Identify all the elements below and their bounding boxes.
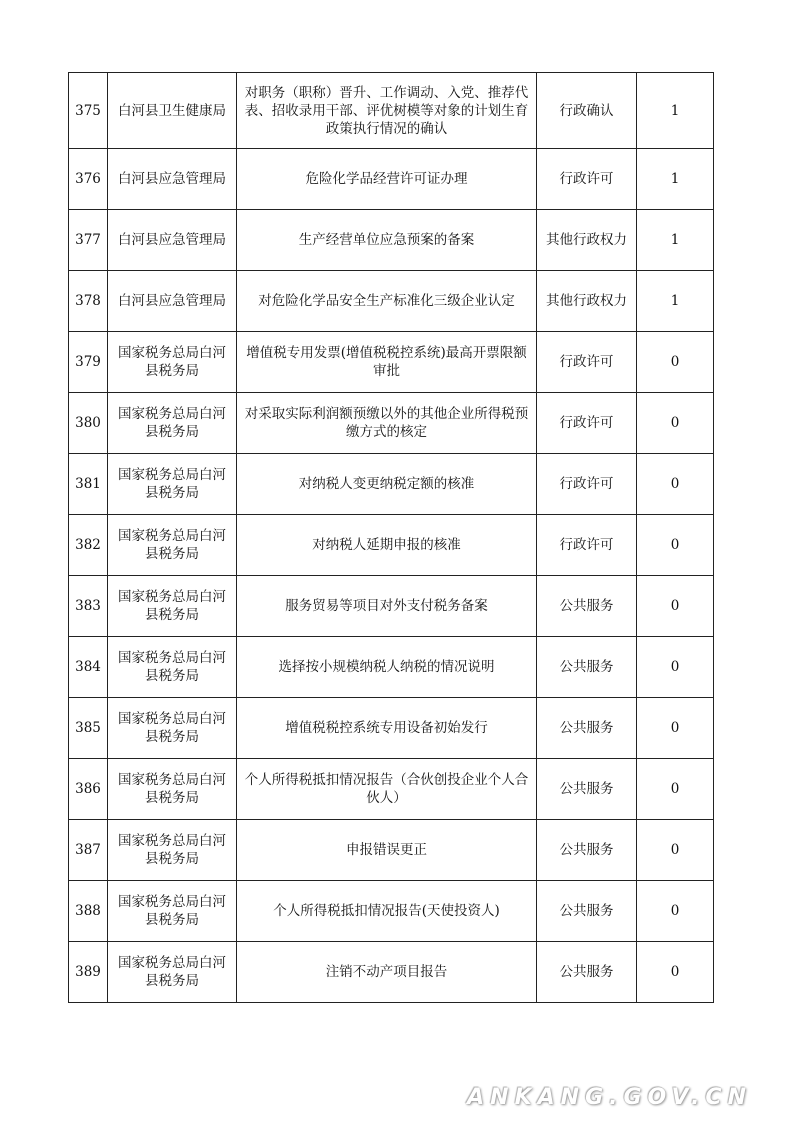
table-row bbox=[69, 759, 714, 820]
item-count: 0 bbox=[637, 759, 714, 820]
power-type: 行政许可 bbox=[537, 454, 637, 515]
item-name: 申报错误更正 bbox=[237, 820, 537, 881]
item-name: 生产经营单位应急预案的备案 bbox=[237, 210, 537, 271]
row-number: 377 bbox=[69, 210, 108, 271]
item-name: 个人所得税抵扣情况报告(天使投资人) bbox=[237, 881, 537, 942]
power-type: 公共服务 bbox=[537, 576, 637, 637]
item-name: 对纳税人变更纳税定额的核准 bbox=[237, 454, 537, 515]
item-name: 增值税专用发票(增值税税控系统)最高开票限额审批 bbox=[237, 332, 537, 393]
department: 白河县应急管理局 bbox=[108, 210, 237, 271]
table-row bbox=[69, 637, 714, 698]
item-count: 1 bbox=[637, 210, 714, 271]
table-row bbox=[69, 881, 714, 942]
item-count: 0 bbox=[637, 576, 714, 637]
item-count: 1 bbox=[637, 149, 714, 210]
table-row bbox=[69, 149, 714, 210]
row-number: 383 bbox=[69, 576, 108, 637]
table-row bbox=[69, 210, 714, 271]
power-list-table bbox=[68, 72, 714, 1003]
item-name: 对危险化学品安全生产标准化三级企业认定 bbox=[237, 271, 537, 332]
power-type: 公共服务 bbox=[537, 881, 637, 942]
department: 国家税务总局白河县税务局 bbox=[108, 454, 237, 515]
power-type: 行政许可 bbox=[537, 332, 637, 393]
table-row bbox=[69, 271, 714, 332]
item-count: 0 bbox=[637, 637, 714, 698]
row-number: 388 bbox=[69, 881, 108, 942]
item-name: 危险化学品经营许可证办理 bbox=[237, 149, 537, 210]
power-type: 其他行政权力 bbox=[537, 271, 637, 332]
table-row bbox=[69, 332, 714, 393]
item-name: 服务贸易等项目对外支付税务备案 bbox=[237, 576, 537, 637]
item-count: 0 bbox=[637, 515, 714, 576]
power-type: 公共服务 bbox=[537, 820, 637, 881]
power-type: 公共服务 bbox=[537, 698, 637, 759]
row-number: 389 bbox=[69, 942, 108, 1003]
power-type: 公共服务 bbox=[537, 759, 637, 820]
item-count: 0 bbox=[637, 698, 714, 759]
power-type: 公共服务 bbox=[537, 637, 637, 698]
row-number: 380 bbox=[69, 393, 108, 454]
department: 国家税务总局白河县税务局 bbox=[108, 881, 237, 942]
row-number: 379 bbox=[69, 332, 108, 393]
row-number: 386 bbox=[69, 759, 108, 820]
site-watermark: ANKANG.GOV.CN bbox=[467, 1085, 752, 1110]
power-type: 公共服务 bbox=[537, 942, 637, 1003]
department: 国家税务总局白河县税务局 bbox=[108, 942, 237, 1003]
row-number: 384 bbox=[69, 637, 108, 698]
power-type: 行政许可 bbox=[537, 515, 637, 576]
power-type: 行政许可 bbox=[537, 393, 637, 454]
item-count: 0 bbox=[637, 942, 714, 1003]
row-number: 387 bbox=[69, 820, 108, 881]
table-row bbox=[69, 820, 714, 881]
item-count: 1 bbox=[637, 271, 714, 332]
item-count: 1 bbox=[637, 73, 714, 149]
department: 白河县应急管理局 bbox=[108, 271, 237, 332]
power-type: 行政确认 bbox=[537, 73, 637, 149]
item-count: 0 bbox=[637, 454, 714, 515]
table-row bbox=[69, 515, 714, 576]
row-number: 378 bbox=[69, 271, 108, 332]
item-name: 注销不动产项目报告 bbox=[237, 942, 537, 1003]
department: 国家税务总局白河县税务局 bbox=[108, 759, 237, 820]
item-count: 0 bbox=[637, 881, 714, 942]
row-number: 375 bbox=[69, 73, 108, 149]
item-name: 对采取实际利润额预缴以外的其他企业所得税预缴方式的核定 bbox=[237, 393, 537, 454]
department: 国家税务总局白河县税务局 bbox=[108, 820, 237, 881]
department: 国家税务总局白河县税务局 bbox=[108, 698, 237, 759]
item-name: 选择按小规模纳税人纳税的情况说明 bbox=[237, 637, 537, 698]
table-row bbox=[69, 73, 714, 149]
item-name: 对纳税人延期申报的核准 bbox=[237, 515, 537, 576]
power-type: 其他行政权力 bbox=[537, 210, 637, 271]
department: 国家税务总局白河县税务局 bbox=[108, 576, 237, 637]
department: 国家税务总局白河县税务局 bbox=[108, 393, 237, 454]
item-name: 对职务（职称）晋升、工作调动、入党、推荐代表、招收录用干部、评优树模等对象的计划生育政策执行情况的确认 bbox=[237, 73, 537, 149]
table-row bbox=[69, 454, 714, 515]
department: 白河县卫生健康局 bbox=[108, 73, 237, 149]
row-number: 381 bbox=[69, 454, 108, 515]
table-row bbox=[69, 698, 714, 759]
department: 国家税务总局白河县税务局 bbox=[108, 515, 237, 576]
department: 国家税务总局白河县税务局 bbox=[108, 637, 237, 698]
department: 白河县应急管理局 bbox=[108, 149, 237, 210]
row-number: 385 bbox=[69, 698, 108, 759]
row-number: 376 bbox=[69, 149, 108, 210]
item-name: 个人所得税抵扣情况报告（合伙创投企业个人合伙人） bbox=[237, 759, 537, 820]
power-type: 行政许可 bbox=[537, 149, 637, 210]
department: 国家税务总局白河县税务局 bbox=[108, 332, 237, 393]
item-count: 0 bbox=[637, 820, 714, 881]
item-count: 0 bbox=[637, 393, 714, 454]
table-row bbox=[69, 942, 714, 1003]
item-name: 增值税税控系统专用设备初始发行 bbox=[237, 698, 537, 759]
table-row bbox=[69, 393, 714, 454]
table-row bbox=[69, 576, 714, 637]
item-count: 0 bbox=[637, 332, 714, 393]
row-number: 382 bbox=[69, 515, 108, 576]
